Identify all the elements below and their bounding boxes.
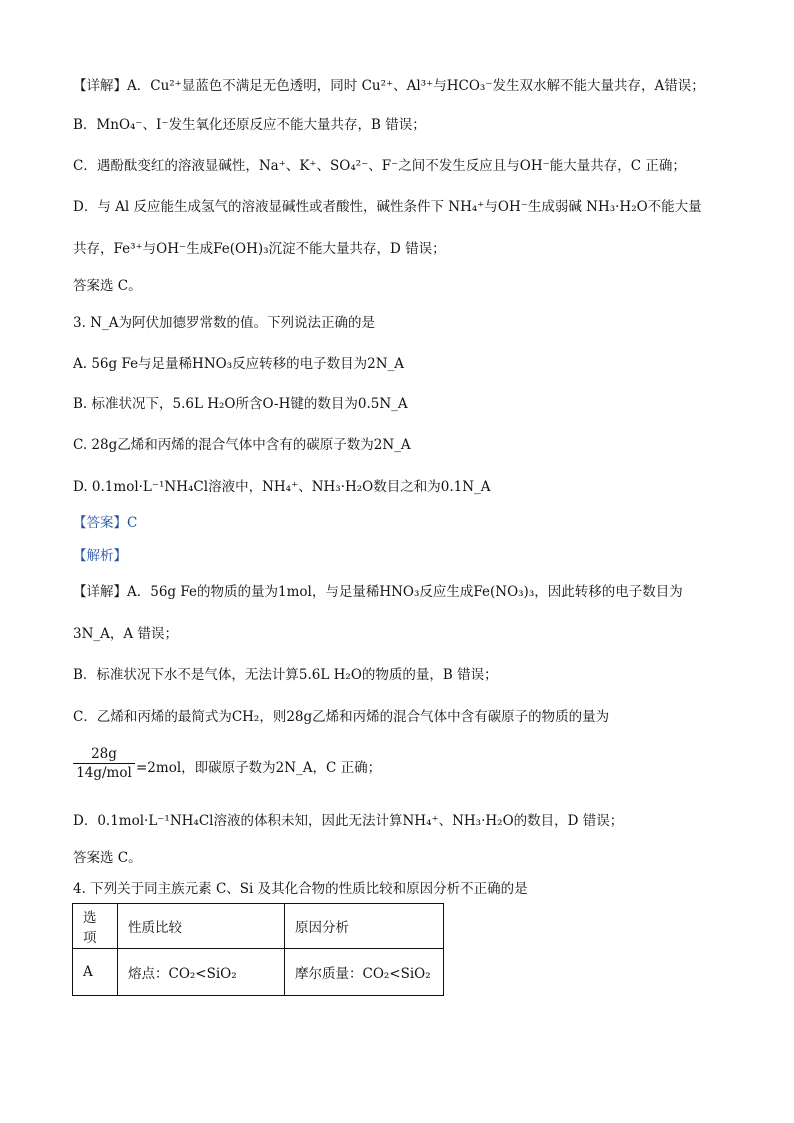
comparison-table [72,903,444,996]
analysis-label: 【解析】 [73,548,127,564]
table-row [73,949,444,996]
table-header-cell: 原因分析 [285,904,444,949]
fraction-numerator: 28g [73,746,135,764]
explain-line-a: 【详解】A．Cu²⁺显蓝色不满足无色透明，同时 Cu²⁺、Al³⁺与HCO₃⁻发生双水解不能大量共存，A错误； [73,78,705,94]
table-cell: 熔点：CO₂<SiO₂ [118,949,285,996]
question-4: 4. 下列关于同主族元素 C、Si 及其化合物的性质比较和原因分析不正确的是 [73,881,528,897]
detail-line-c-cont: =2mol，即碳原子数为2N_A，C 正确； [136,760,382,776]
table-header-row [73,904,444,949]
table-header-cell: 性质比较 [118,904,285,949]
explain-line-d-cont: 共存，Fe³⁺与OH⁻生成Fe(OH)₃沉淀不能大量共存，D 错误； [73,241,446,257]
explain-line-b: B．MnO₄⁻、I⁻发生氧化还原反应不能大量共存，B 错误； [73,117,426,133]
table-cell: A [73,949,118,996]
detail-line-d: D．0.1mol·L⁻¹NH₄Cl溶液的体积未知，因此无法计算NH₄⁺、NH₃·H₂O的数目，D 错误； [73,813,624,829]
detail-line-a: 【详解】A．56g Fe的物质的量为1mol，与足量稀HNO₃反应生成Fe(NO₃)₃，因此转移的电子数目为 [73,584,683,600]
option-a: A. 56g Fe与足量稀HNO₃反应转移的电子数目为2N_A [73,356,405,372]
answer-line-2: 答案选 C。 [73,850,142,866]
table-header-cell: 选项 [73,904,118,949]
detail-line-c: C．乙烯和丙烯的最简式为CH₂，则28g乙烯和丙烯的混合气体中含有碳原子的物质的量为 [73,709,610,725]
answer-label: 【答案】C [73,515,138,531]
answer-line: 答案选 C。 [73,278,142,294]
explain-line-c: C．遇酚酞变红的溶液显碱性，Na⁺、K⁺、SO₄²⁻、F⁻之间不发生反应且与OH⁻能大量共存，C 正确； [73,158,686,174]
fraction-denominator: 14g/mol [76,765,132,781]
option-d: D. 0.1mol·L⁻¹NH₄Cl溶液中，NH₄⁺、NH₃·H₂O数目之和为0.1N_A [73,479,491,495]
option-b: B. 标准状况下，5.6L H₂O所含O-H键的数目为0.5N_A [73,396,408,412]
explain-line-d: D．与 Al 反应能生成氢气的溶液显碱性或者酸性，碱性条件下 NH₄⁺与OH⁻生成弱碱 NH₃·H₂O不能大量 [73,199,702,215]
question-3: 3. N_A为阿伏加德罗常数的值。下列说法正确的是 [73,315,375,331]
table-cell: 摩尔质量：CO₂<SiO₂ [285,949,444,996]
detail-line-a-cont: 3N_A，A 错误； [73,626,178,642]
fraction [73,746,135,781]
option-c: C. 28g乙烯和丙烯的混合气体中含有的碳原子数为2N_A [73,437,411,453]
detail-line-b: B．标准状况下水不是气体，无法计算5.6L H₂O的物质的量，B 错误； [73,667,498,683]
